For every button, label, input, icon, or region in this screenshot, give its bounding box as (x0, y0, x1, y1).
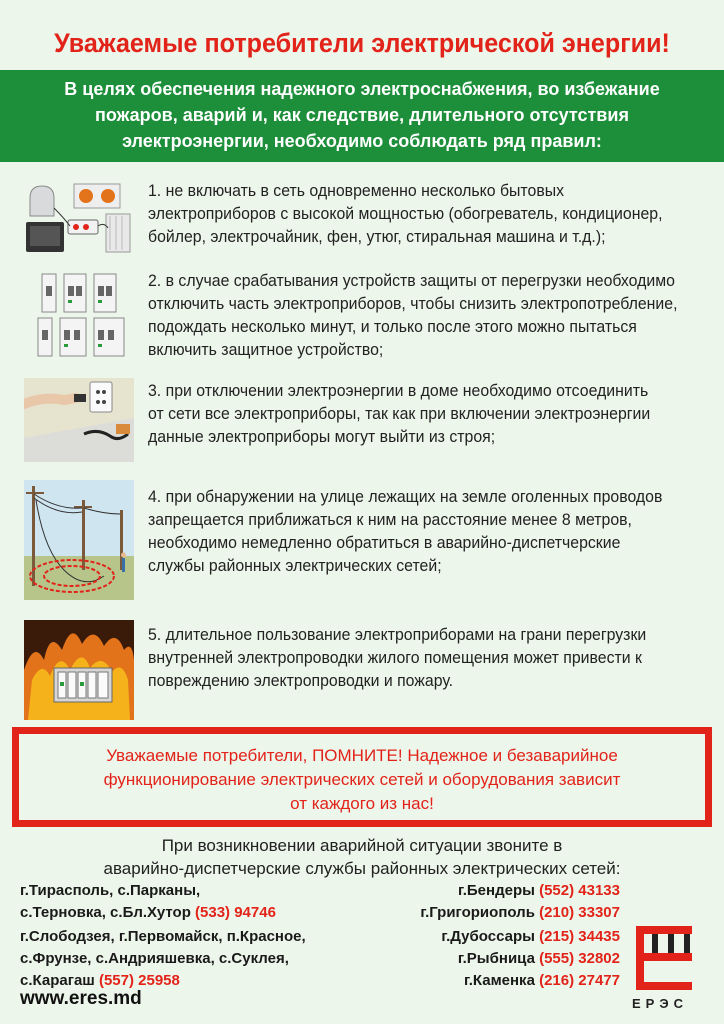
contact-phone: (216) 27477 (539, 972, 620, 989)
contact-city: г.Григориополь (420, 904, 540, 921)
rule-line: запрещается приближаться к ним на расстояние менее 8 метров, (148, 511, 632, 529)
rule-line: внутренней электропроводки жилого помещения может привести к (148, 649, 642, 667)
rule-line: повреждению электропроводки и пожару. (148, 672, 454, 690)
contact-city: г.Рыбница (457, 950, 540, 967)
appliances-icon (24, 178, 134, 258)
rule-line: данные электроприборы могут выйти из строя; (148, 428, 496, 446)
intro-line: пожаров, аварий и, как следствие, длительного отсутствия (95, 105, 629, 125)
contact-cities: с.Карагаш (20, 972, 99, 989)
contact-cities: с.Фрунзе, с.Андрияшевка, с.Суклея, (20, 950, 289, 967)
notice-line: от каждого из нас! (290, 794, 434, 813)
rule-line: электроприборов с высокой мощностью (обогреватель, кондиционер, (148, 205, 663, 223)
contact-phone: (210) 33307 (539, 904, 620, 921)
reminder-notice (12, 727, 712, 827)
contact-bendery-group (420, 880, 620, 924)
intro-line: В целях обеспечения надежного электроснабжения, во избежание (64, 79, 660, 99)
contact-city: г.Бендеры (457, 882, 540, 899)
rule-line: включить защитное устройство; (148, 341, 384, 359)
intro-banner (0, 70, 724, 162)
call-line: При возникновении аварийной ситуации звоните в (161, 836, 563, 855)
contact-city: г.Дубоссары (441, 928, 540, 945)
rule-line: 5. длительное пользование электроприборами на грани перегрузки (148, 626, 647, 644)
rule-line: отключить часть электроприборов, чтобы снизить электропотребление, (148, 295, 678, 313)
fallen-wires-icon (24, 480, 134, 600)
contact-phone: (533) 94746 (195, 904, 276, 921)
rule-line: 3. при отключении электроэнергии в доме необходимо отсоединить (148, 382, 649, 400)
notice-line: Уважаемые потребители, ПОМНИТЕ! Надежное и безаварийное (106, 746, 618, 765)
contact-cities: г.Слободзея, г.Первомайск, п.Красное, (20, 928, 306, 945)
contact-city: г.Каменка (463, 972, 540, 989)
rule-line: службы районных электрических сетей; (148, 557, 442, 575)
rule-3 (148, 380, 686, 449)
call-line: аварийно-диспетчерские службы районных электрических сетей: (103, 859, 621, 878)
contact-phone: (552) 43133 (539, 882, 620, 899)
contact-phone: (557) 25958 (98, 972, 180, 989)
notice-line: функционирование электрических сетей и оборудования зависит (103, 770, 621, 789)
contact-cities: с.Терновка, с.Бл.Хутор (20, 904, 196, 921)
unplug-icon (24, 378, 134, 462)
wiring-fire-icon (24, 620, 134, 720)
rule-4 (148, 486, 686, 578)
rule-5 (148, 624, 686, 693)
rule-line: 4. при обнаружении на улице лежащих на земле оголенных проводов (148, 488, 663, 506)
rule-line: подождать несколько минут, и только после этого можно пытаться (148, 318, 637, 336)
rule-1 (148, 180, 686, 249)
page-title: Уважаемые потребители электрической энергии! (54, 28, 670, 58)
emergency-call-text (0, 834, 724, 880)
rule-line: от сети все электроприборы, так как при включении электроэнергии (148, 405, 651, 423)
contact-tiraspol (20, 880, 276, 924)
logo-text: ЕРЭС (632, 996, 688, 1011)
circuit-breakers-icon (24, 268, 134, 360)
rule-line: 1. не включать в сеть одновременно несколько бытовых (148, 182, 565, 200)
website-link[interactable]: www.eres.md (20, 988, 142, 1009)
rule-line: 2. в случае срабатывания устройств защиты от перегрузки необходимо (148, 272, 675, 290)
contact-phone: (215) 34435 (539, 928, 620, 945)
rule-2 (148, 270, 686, 362)
rule-line: необходимо немедленно обратиться в аварийно-диспетчерские (148, 534, 621, 552)
contact-dubossary-group (441, 926, 620, 992)
contact-phone: (555) 32802 (539, 950, 620, 967)
contact-cities: г.Тирасполь, с.Парканы, (20, 882, 201, 899)
rule-line: бойлер, электрочайник, фен, утюг, стиральная машина и т.д.); (148, 228, 606, 246)
contact-slobodzeya (20, 926, 306, 992)
intro-line: электроэнергии, необходимо соблюдать ряд правил: (122, 131, 602, 151)
